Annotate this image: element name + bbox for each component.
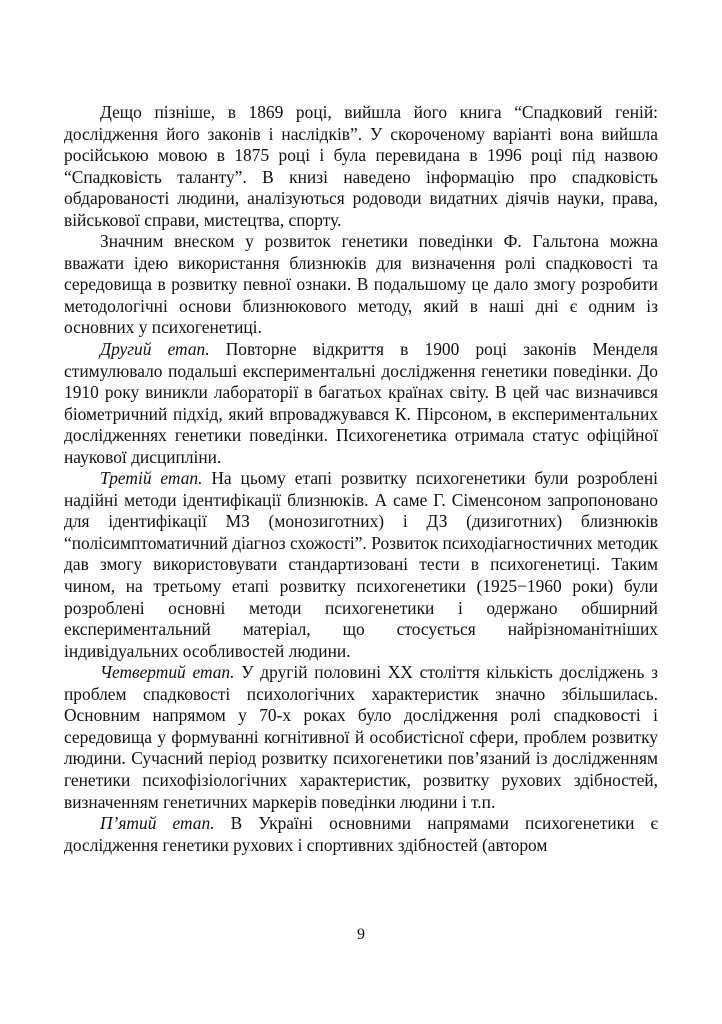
paragraph-gene-book <box>64 102 658 231</box>
paragraph-text: На цьому етапі розвитку психогенетики були розроблені надійні методи ідентифікації близнюків. А саме Г. Сіменсоном запропоновано для ідентифікації МЗ (монозиготних) і ДЗ (дизиготних) близнюків “полісимптоматичний діагноз схожості”. Розвиток психодіагностичних методик дав змогу використовувати стандартизовані тести в психогенетиці. Таким чином, на третьому етапі розвитку психогенетики (1925−1960 роки) були розроблені основні методи психогенетики і одержано обширний експериментальний матеріал, що стосується найрізноманітніших індивідуальних особливостей людини. <box>64 468 658 661</box>
body-text <box>64 102 658 856</box>
paragraph-text: Повторне відкриття в 1900 році законів Менделя стимулювало подальші експериментальні дослідження генетики поведінки. До 1910 року виникли лабораторії в багатьох країнах світу. В цей час визначився біометричний підхід, який впроваджувався К. Пірсоном, в експериментальних дослідженнях генетики поведінки. Психогенетика отримала статус офіційної наукової дисципліни. <box>64 339 658 467</box>
stage-heading: Другий етап. <box>100 339 210 360</box>
paragraph-third-stage <box>64 468 658 662</box>
stage-heading: Третій етап. <box>100 468 203 489</box>
stage-heading: П’ятий етап. <box>100 813 215 834</box>
paragraph-text: Дещо пізніше, в 1869 році, вийшла його книга “Спадковий геній: дослідження його законів і наслідків”. У скороченому варіанті вона вийшла російською мовою в 1875 році і була перевидана в 1996 році під назвою “Спадковість таланту”. В книзі наведено інформацію про спадковість обдарованості людини, аналізуються родоводи видатних діячів науки, права, військової справи, мистецтва, спорту. <box>64 102 658 230</box>
paragraph-text: У другій половині XX століття кількість досліджень з проблем спадковості психологічних характеристик значно збільшилась. Основним напрямом у 70-х роках було дослідження ролі спадковості і середовища у формуванні когнітивної й особистісної сфери, проблем розвитку людини. Сучасний період розвитку психогенетики пов’язаний із дослідженням генетики психофізіологічних характеристик, розвитку рухових здібностей, визначенням генетичних маркерів поведінки людини і т.п. <box>64 662 658 812</box>
paragraph-second-stage <box>64 339 658 468</box>
paragraph-text: В Україні основними напрямами психогенетики є дослідження генетики рухових і спортивних здібностей (автором <box>64 813 658 855</box>
stage-heading: Четвертий етап. <box>100 662 235 683</box>
paragraph-text: Значним внеском у розвиток генетики поведінки Ф. Гальтона можна вважати ідею використання близнюків для визначення ролі спадковості та середовища в розвитку певної ознаки. В подальшому це дало змогу розробити методологічні основи близнюкового методу, який в наші дні є одним із основних у психогенетиці. <box>64 231 658 338</box>
page-number: 9 <box>357 926 365 943</box>
paragraph-fifth-stage <box>64 813 658 856</box>
paragraph-twin-method <box>64 231 658 339</box>
paragraph-fourth-stage <box>64 662 658 813</box>
